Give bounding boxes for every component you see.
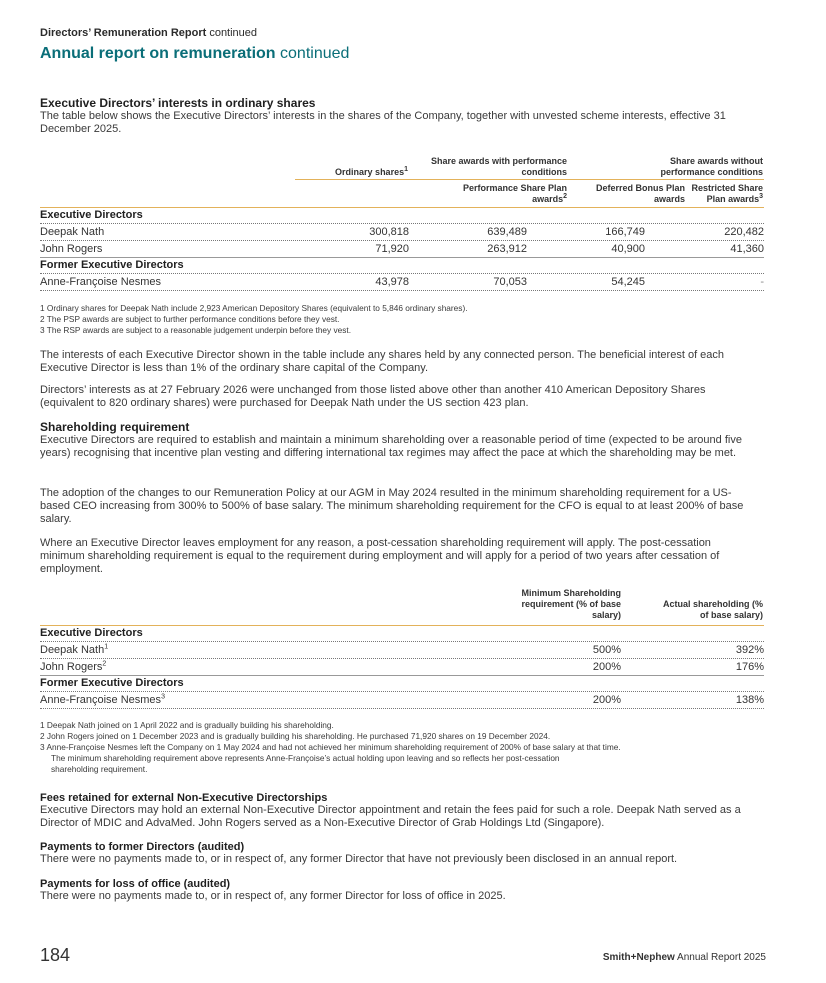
row-name: Anne-Françoise Nesmes <box>40 276 162 288</box>
row-psp: 639,489 <box>487 226 527 238</box>
row-rsp: 41,360 <box>730 243 764 255</box>
fees-heading: Fees retained for external Non-Executive Directorships <box>40 792 328 804</box>
page-title-bold: Annual report on remuneration <box>40 45 276 62</box>
payments-loss-heading: Payments for loss of office (audited) <box>40 878 231 890</box>
row-rsp: 220,482 <box>724 226 764 238</box>
payments-former-section <box>40 841 764 866</box>
fees-text: Executive Directors may hold an external Non-Executive Director appointment and retain the fees paid for such a role. Deepak Nath served as a Director of MDIC and AdvaMed. John Rogers served as a Non-Executive Director of Grab Holdings Ltd (Singapore). <box>40 804 741 829</box>
payments-former-heading: Payments to former Directors (audited) <box>40 841 245 853</box>
page-title <box>40 45 349 63</box>
divider <box>40 675 764 676</box>
col-psp <box>430 183 567 205</box>
section-former-directors: Former Executive Directors <box>40 259 184 271</box>
footer-brand <box>603 952 766 963</box>
interests-para-1: The interests of each Executive Director shown in the table include any shares held by any connected person. The beneficial interest of each Executive Director is less than 1% of the ordinary share capital of the Company. <box>40 349 725 374</box>
footnote: 1 Deepak Nath joined on 1 April 2022 and is gradually building his shareholding. <box>40 720 334 730</box>
interests-section <box>40 96 764 136</box>
footnote: 2 The PSP awards are subject to further performance conditions before they vest. <box>40 314 340 324</box>
row-name-text: Deepak Nath <box>40 644 105 656</box>
row-actual: 176% <box>735 661 764 673</box>
row-min: 200% <box>592 694 621 706</box>
shareholding-section <box>40 420 764 460</box>
row-name-text: Anne-Françoise Nesmes <box>40 694 162 706</box>
shareholding-para-2: The adoption of the changes to our Remuneration Policy at our AGM in May 2024 resulted in the minimum shareholding requirement for a US-based CEO increasing from 300% to 500% of base salary. The minimum shareholding requirement for the CFO is equal to at least 200% of base salary. <box>40 487 744 525</box>
col-ordinary-label: Ordinary shares <box>335 167 405 177</box>
header-rule-bottom <box>40 207 764 208</box>
page-number: 184 <box>40 945 71 965</box>
row-name <box>40 694 165 706</box>
row-ordinary: 43,978 <box>375 276 409 288</box>
row-rsp: - <box>760 276 764 288</box>
row-dbp: 166,749 <box>605 226 645 238</box>
payments-loss-text: There were no payments made to, or in respect of, any former Director for loss of office in 2025. <box>40 890 506 902</box>
page-title-rest: continued <box>275 45 350 62</box>
footnote: 1 Ordinary shares for Deepak Nath include 2,923 American Depository Shares (equivalent to 5,846 ordinary shares). <box>40 303 468 313</box>
row-name: Deepak Nath <box>40 226 105 238</box>
section-header-rest: continued <box>206 27 258 39</box>
shareholding-para-1: Executive Directors are required to establish and maintain a minimum shareholding over a reasonable period of time (expected to be around five years) recognising that incentive plan vesting and differing international tax regimes may affect the pace at which the shareholding may be met. <box>40 434 742 459</box>
col-psp-label: Performance Share Plan awards <box>462 183 567 204</box>
shareholding-heading: Shareholding requirement <box>40 420 190 434</box>
row-dbp: 54,245 <box>611 276 645 288</box>
header-rule-bottom <box>40 625 764 626</box>
col-psp-sup: 2 <box>563 193 567 200</box>
footnote: 3 The RSP awards are subject to a reasonable judgement underpin before they vest. <box>40 325 352 335</box>
header-rule-top <box>295 179 764 180</box>
footnote: The minimum shareholding requirement above represents Anne-Françoise’s actual holding upon leaving and so reflects her post-cessation <box>51 753 560 763</box>
group-header-without: Share awards without performance conditions <box>660 156 763 177</box>
col-rsp-sup: 3 <box>759 193 763 200</box>
col-actual-shareholding: Actual shareholding (% of base salary) <box>662 599 763 620</box>
section-exec-directors: Executive Directors <box>40 209 143 221</box>
payments-loss-section <box>40 878 764 903</box>
table-row <box>40 659 764 675</box>
row-actual: 138% <box>735 694 764 706</box>
row-name: John Rogers <box>40 243 103 255</box>
row-ordinary: 71,920 <box>375 243 409 255</box>
section-header <box>40 27 257 39</box>
row-ordinary: 300,818 <box>369 226 409 238</box>
divider <box>40 290 764 291</box>
row-psp: 70,053 <box>493 276 527 288</box>
col-rsp <box>680 183 763 205</box>
group-header-with: Share awards with performance conditions <box>430 156 567 177</box>
divider <box>40 257 764 258</box>
shareholding-para-3: Where an Executive Director leaves employment for any reason, a post-cessation shareholding requirement will apply. The post-cessation minimum shareholding requirement is equal to the requirement during employment and will apply for a period of two years after cessation of employment. <box>40 537 720 575</box>
col-dbp: Deferred Bonus Plan awards <box>595 183 685 204</box>
table-row <box>40 274 764 290</box>
interests-footnotes <box>40 303 764 336</box>
table-row <box>40 241 764 257</box>
row-name <box>40 644 108 656</box>
row-name <box>40 661 106 673</box>
report-title: Annual Report 2025 <box>674 952 766 963</box>
col-ordinary-sup: 1 <box>404 166 408 173</box>
footnote: 3 Anne-Françoise Nesmes left the Company on 1 May 2024 and had not achieved her minimum shareholding requirement of 200% of base salary at that time. <box>40 742 621 752</box>
col-ordinary-shares <box>295 167 408 178</box>
footnote: 2 John Rogers joined on 1 December 2023 and is gradually building his shareholding. He purchased 71,920 shares on 19 December 2024. <box>40 731 551 741</box>
interests-para-2: Directors’ interests as at 27 February 2026 were unchanged from those listed above other than another 410 American Depository Shares (equivalent to 820 ordinary shares) were purchased for Deepak Nath under the US section 423 plan. <box>40 384 706 409</box>
section-former-directors: Former Executive Directors <box>40 677 184 689</box>
row-actual: 392% <box>735 644 764 656</box>
row-dbp: 40,900 <box>611 243 645 255</box>
payments-former-text: There were no payments made to, or in respect of, any former Director that have not previously been disclosed in an annual report. <box>40 853 678 865</box>
footnote: shareholding requirement. <box>51 764 148 774</box>
section-exec-directors: Executive Directors <box>40 627 143 639</box>
fees-section <box>40 792 764 830</box>
row-sup: 1 <box>104 643 109 651</box>
section-header-bold: Directors’ Remuneration Report <box>40 27 207 39</box>
row-name-text: John Rogers <box>40 661 103 673</box>
col-rsp-label: Restricted Share Plan awards <box>691 183 763 204</box>
interests-intro: The table below shows the Executive Directors’ interests in the shares of the Company, together with unvested scheme interests, effective 31 December 2025. <box>40 110 726 135</box>
row-psp: 263,912 <box>487 243 527 255</box>
row-sup: 2 <box>102 660 107 668</box>
brand-name: Smith+Nephew <box>602 952 675 963</box>
row-min: 200% <box>592 661 621 673</box>
table-row <box>40 642 764 658</box>
row-min: 500% <box>592 644 621 656</box>
table-row <box>40 692 764 708</box>
divider <box>40 708 764 709</box>
row-sup: 3 <box>161 693 165 701</box>
table-row <box>40 224 764 240</box>
shareholding-footnotes <box>40 720 764 775</box>
col-min-shareholding: Minimum Shareholding requirement (% of base salary) <box>521 588 621 620</box>
interests-heading: Executive Directors’ interests in ordinary shares <box>40 96 316 110</box>
